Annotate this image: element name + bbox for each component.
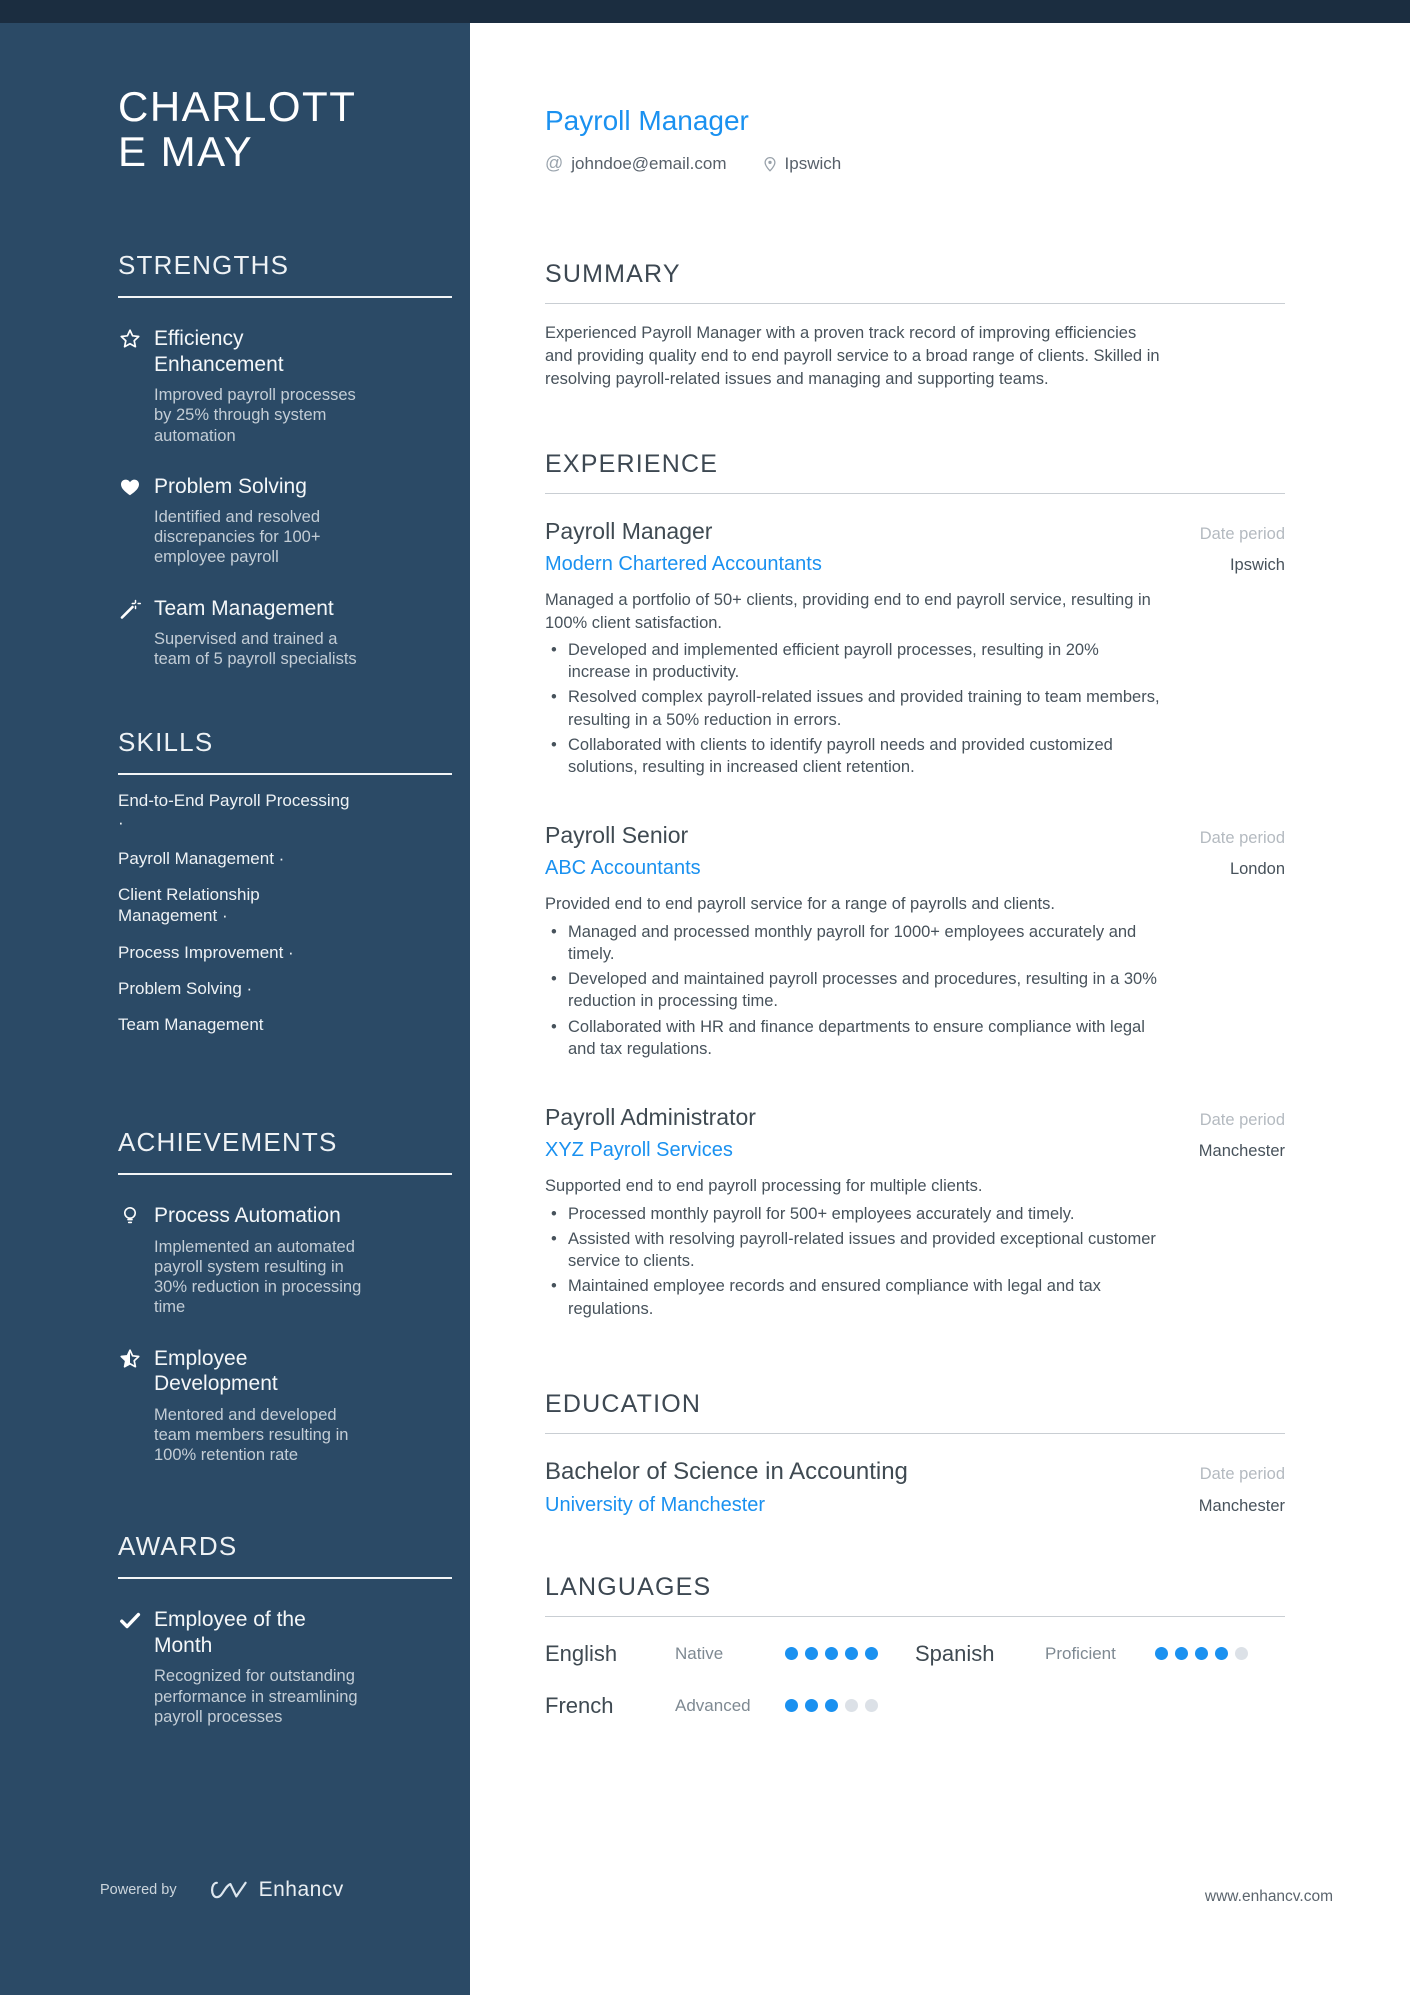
strength-title: Problem Solving [154, 474, 307, 498]
achievement-item-body [154, 1346, 369, 1466]
language-dot [845, 1647, 858, 1660]
entry-head [545, 518, 1285, 545]
strength-item [118, 474, 435, 568]
job-bullet: • Maintained employee records and ensured compliance with legal and tax regulations. [545, 1275, 1165, 1320]
language-dot [865, 1647, 878, 1660]
strengths-title: STRENGTHS [118, 250, 290, 281]
strength-description: Supervised and trained a team of 5 payroll specialists [154, 630, 357, 669]
language-row [915, 1641, 1285, 1667]
job-summary: Managed a portfolio of 50+ clients, providing end to end payroll service, resulting in 100% client satisfaction. [545, 591, 1151, 632]
job-bullets [545, 639, 1165, 779]
enhancv-logo-icon [205, 1878, 249, 1902]
sidebar-content [0, 23, 470, 1727]
location-pin-icon [761, 155, 779, 173]
award-title: Employee of the Month [154, 1608, 306, 1657]
language-dot [1175, 1647, 1188, 1660]
language-dots [785, 1647, 885, 1660]
company-name: ABC Accountants [545, 857, 701, 880]
language-dots [1155, 1647, 1255, 1660]
strength-description: Improved payroll processes by 25% through system automation [154, 386, 356, 445]
achievement-item [118, 1346, 435, 1466]
entry-head [545, 822, 1285, 849]
language-dot [785, 1647, 798, 1660]
page-title: Payroll Manager [545, 105, 749, 136]
job-bullets [545, 921, 1165, 1061]
strength-item-body [154, 474, 369, 568]
enhancv-url: www.enhancv.com [1204, 1888, 1333, 1905]
degree-title: Bachelor of Science in Accounting [545, 1457, 908, 1485]
email-icon: @ [545, 153, 564, 173]
language-name: Spanish [915, 1640, 995, 1666]
strength-item [118, 326, 435, 446]
half-star-icon [118, 1347, 142, 1371]
job-bullet: • Managed and processed monthly payroll for 1000+ employees accurately and timely. [545, 921, 1165, 966]
person-name [118, 85, 435, 174]
job-bullet: • Resolved complex payroll-related issues and provided training to team members, resulting in a 50% reduction in errors. [545, 686, 1165, 731]
language-row [545, 1641, 915, 1667]
email-contact [545, 153, 727, 174]
date-period: Date period [1199, 1464, 1285, 1483]
experience-heading: EXPERIENCE [545, 450, 719, 479]
divider [545, 1616, 1285, 1617]
job-bullet: • Assisted with resolving payroll-related issues and provided exceptional customer service to clients. [545, 1228, 1165, 1273]
education-section [545, 1390, 1285, 1517]
strength-title: Team Management [154, 596, 334, 620]
languages-heading: LANGUAGES [545, 1572, 712, 1601]
awards-section [118, 1531, 435, 1727]
divider [545, 303, 1285, 304]
skills-title: SKILLS [118, 727, 214, 758]
skill-item: Team Management [118, 1015, 264, 1035]
job-summary: Provided end to end payroll service for a range of payrolls and clients. [545, 895, 1055, 914]
company-name: XYZ Payroll Services [545, 1139, 733, 1162]
skill-item: Problem Solving · [118, 978, 253, 998]
language-dot [805, 1699, 818, 1712]
languages-section [545, 1573, 1285, 1745]
education-heading: EDUCATION [545, 1389, 702, 1418]
skill-item: End-to-End Payroll Processing · [118, 791, 350, 832]
entry-sub [545, 857, 1285, 880]
achievement-item-body [154, 1203, 369, 1317]
language-dot [825, 1699, 838, 1712]
divider [118, 296, 452, 298]
top-accent-bar [0, 0, 1410, 23]
awards-title: AWARDS [118, 1531, 238, 1562]
magic-wand-icon [118, 597, 142, 621]
entry-sub [545, 1139, 1285, 1162]
language-dot [825, 1647, 838, 1660]
person-name-line1: CHARLOTT [118, 83, 357, 130]
experience-entry [545, 822, 1285, 1060]
strength-item [118, 596, 435, 670]
award-description: Recognized for outstanding performance in streamlining payroll processes [154, 1667, 358, 1726]
job-bullet: • Collaborated with HR and finance departments to ensure compliance with legal and tax regulations. [545, 1016, 1165, 1061]
language-dots [785, 1699, 885, 1712]
divider [118, 1577, 452, 1579]
email-value: johndoe@email.com [571, 153, 727, 173]
language-dot [1215, 1647, 1228, 1660]
entry-head [545, 1458, 1285, 1486]
skill-item: Process Improvement · [118, 942, 294, 962]
summary-text: Experienced Payroll Manager with a proven track record of improving efficiencies and providing quality end to end payroll service to a broad range of clients. Skilled in resolving payroll-related issues and managing and supporting teams. [545, 324, 1160, 388]
strengths-section [118, 250, 435, 669]
contact-row [545, 153, 1285, 174]
skills-section [118, 727, 435, 1035]
job-title: Payroll Senior [545, 822, 689, 849]
achievements-section [118, 1127, 435, 1465]
main-content [470, 23, 1285, 1745]
language-level: Native [675, 1643, 724, 1663]
divider [118, 1173, 452, 1175]
language-level: Advanced [675, 1695, 751, 1715]
language-row [545, 1693, 915, 1719]
achievement-title: Employee Development [154, 1346, 278, 1396]
achievement-item [118, 1203, 435, 1317]
language-dot [865, 1699, 878, 1712]
sidebar-footer [100, 1878, 344, 1902]
strength-title: Efficiency Enhancement [154, 327, 284, 376]
date-period: Date period [1199, 1111, 1285, 1130]
job-bullets [545, 1203, 1165, 1320]
divider [545, 493, 1285, 494]
divider [545, 1433, 1285, 1434]
experience-section [545, 450, 1285, 1320]
job-summary: Supported end to end payroll processing for multiple clients. [545, 1177, 983, 1196]
summary-section [545, 260, 1285, 390]
summary-heading: SUMMARY [545, 260, 681, 288]
school-name: University of Manchester [545, 1493, 766, 1516]
location-contact [761, 154, 842, 174]
date-period: Date period [1199, 525, 1285, 544]
language-dot [1195, 1647, 1208, 1660]
checkmark-icon [118, 1608, 142, 1632]
main-column [470, 23, 1410, 1745]
language-level: Proficient [1045, 1643, 1116, 1663]
job-title: Payroll Manager [545, 518, 713, 545]
job-bullet: • Developed and implemented efficient payroll processes, resulting in 20% increase in productivity. [545, 639, 1165, 684]
skill-item: Payroll Management · [118, 848, 285, 868]
job-title: Payroll Administrator [545, 1104, 756, 1131]
job-bullet: • Developed and maintained payroll processes and procedures, resulting in a 30% reduction in processing time. [545, 968, 1165, 1013]
entry-sub [545, 553, 1285, 576]
job-bullet: • Processed monthly payroll for 500+ employees accurately and timely. [545, 1203, 1165, 1225]
company-name: Modern Chartered Accountants [545, 553, 822, 576]
sidebar [0, 23, 470, 1995]
experience-entry [545, 1104, 1285, 1320]
skill-item: Client Relationship Management · [118, 885, 260, 926]
language-dot [1235, 1647, 1248, 1660]
enhancv-brand-name: Enhancv [258, 1878, 344, 1901]
language-dot [785, 1699, 798, 1712]
achievements-title: ACHIEVEMENTS [118, 1127, 338, 1158]
star-outline-icon [118, 327, 142, 351]
entry-sub [545, 1494, 1285, 1517]
job-bullet: • Collaborated with clients to identify payroll needs and provided customized solutions, resulting in increased client retention. [545, 734, 1165, 779]
job-location: Ipswich [1229, 556, 1285, 575]
job-location: Manchester [1198, 1142, 1285, 1161]
strength-item-body [154, 326, 369, 446]
powered-by-label: Powered by [100, 1882, 177, 1898]
school-location: Manchester [1198, 1496, 1285, 1515]
award-item-body [154, 1607, 369, 1727]
language-name: English [545, 1640, 618, 1666]
strength-description: Identified and resolved discrepancies for 100+ employee payroll [154, 508, 321, 567]
divider [118, 773, 452, 775]
strength-item-body [154, 596, 369, 670]
date-period: Date period [1199, 829, 1285, 848]
languages-grid [545, 1641, 1305, 1745]
achievement-description: Mentored and developed team members resulting in 100% retention rate [154, 1405, 349, 1465]
education-entry [545, 1458, 1285, 1517]
achievement-description: Implemented an automated payroll system resulting in 30% reduction in processing time [154, 1238, 362, 1317]
language-name: French [545, 1692, 614, 1718]
person-name-line2: E MAY [118, 127, 254, 175]
language-dot [845, 1699, 858, 1712]
experience-entry [545, 518, 1285, 778]
language-dot [805, 1647, 818, 1660]
achievement-title: Process Automation [154, 1204, 341, 1228]
heart-icon [118, 475, 142, 499]
job-location: London [1229, 860, 1285, 879]
entry-head [545, 1104, 1285, 1131]
lightbulb-icon [118, 1204, 142, 1228]
award-item [118, 1607, 435, 1727]
location-value: Ipswich [784, 153, 842, 173]
language-dot [1155, 1647, 1168, 1660]
